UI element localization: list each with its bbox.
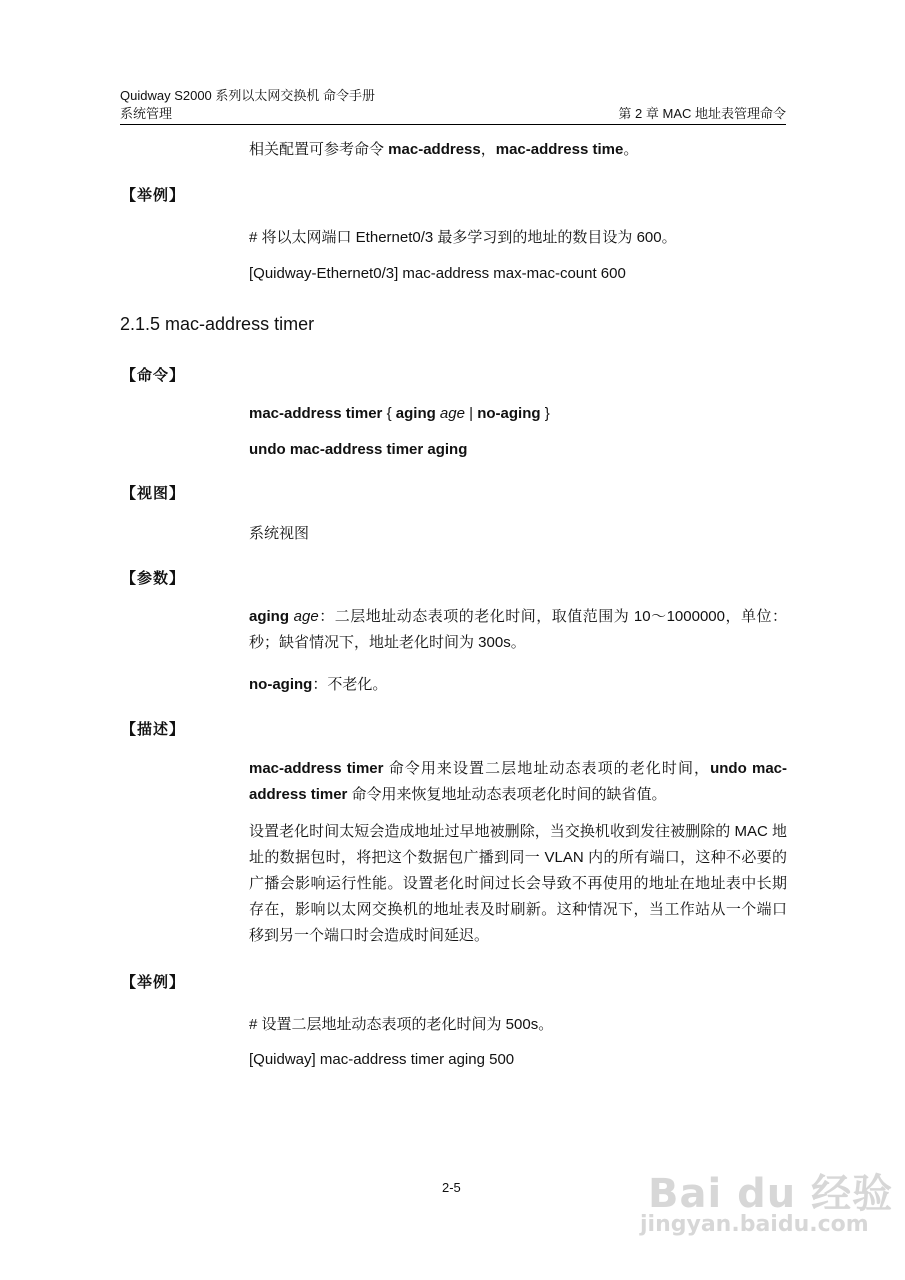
page-number: 2-5 (442, 1180, 461, 1195)
example-comment-1: # 将以太网端口 Ethernet0/3 最多学习到的地址的数目设为 600。 (249, 229, 677, 246)
baidu-watermark-logo: Bai du 经验 (648, 1171, 894, 1217)
params-heading: 【参数】 (121, 570, 186, 587)
command-undo: undo mac-address timer aging (249, 441, 468, 458)
related-cmd-1: mac-address (388, 141, 481, 158)
view-text: 系统视图 (249, 525, 310, 542)
example-code-1: [Quidway-Ethernet0/3] mac-address max-mac-count 600 (249, 265, 626, 282)
doc-chapter-right: 第 2 章 MAC 地址表管理命令 (618, 106, 786, 121)
doc-title: Quidway S2000 系列以太网交换机 命令手册 (120, 88, 376, 103)
doc-section-left: 系统管理 (120, 106, 173, 121)
example-heading-1: 【举例】 (121, 187, 186, 204)
section-heading: 2.1.5 mac-address timer (120, 314, 315, 334)
desc-heading: 【描述】 (121, 721, 186, 738)
header-rule (120, 124, 786, 125)
related-cmd-2: mac-address time (495, 141, 624, 158)
command-heading: 【命令】 (121, 367, 186, 384)
desc-paragraph-2: 设置老化时间太短会造成地址过早地被删除，当交换机收到发往被删除的 MAC 地址的数据包时，将把这个数据包广播到同一 VLAN 内的所有端口，这种不必要的广播会影响运行性能。设置老化时间过长会导致不再使用的地址在地址表中长期存在，影响以太网交换机的地址表及时刷新。这种情况下，当工作站从一个端口移到另一个端口时会造成时间延迟。 (249, 823, 787, 944)
example-heading-2: 【举例】 (121, 974, 186, 991)
param-no-aging: no-aging：不老化。 (249, 676, 388, 693)
example-code-2: [Quidway] mac-address timer aging 500 (249, 1051, 515, 1068)
baidu-watermark-url: jingyan.baidu.com (640, 1212, 869, 1237)
desc-paragraph-1: mac-address timer 命令用来设置二层地址动态表项的老化时间，undo mac-address timer 命令用来恢复地址动态表项老化时间的缺省值。 (249, 760, 787, 803)
view-heading: 【视图】 (121, 485, 186, 502)
example-comment-2: # 设置二层地址动态表项的老化时间为 500s。 (249, 1016, 554, 1033)
param-aging: aging age：二层地址动态表项的老化时间，取值范围为 10～1000000，单位：秒；缺省情况下，地址老化时间为 300s。 (249, 608, 787, 651)
related-config: 相关配置可参考命令 mac-address，mac-address time。 (249, 141, 639, 158)
command-syntax: mac-address timer { aging age | no-aging } (249, 405, 550, 422)
